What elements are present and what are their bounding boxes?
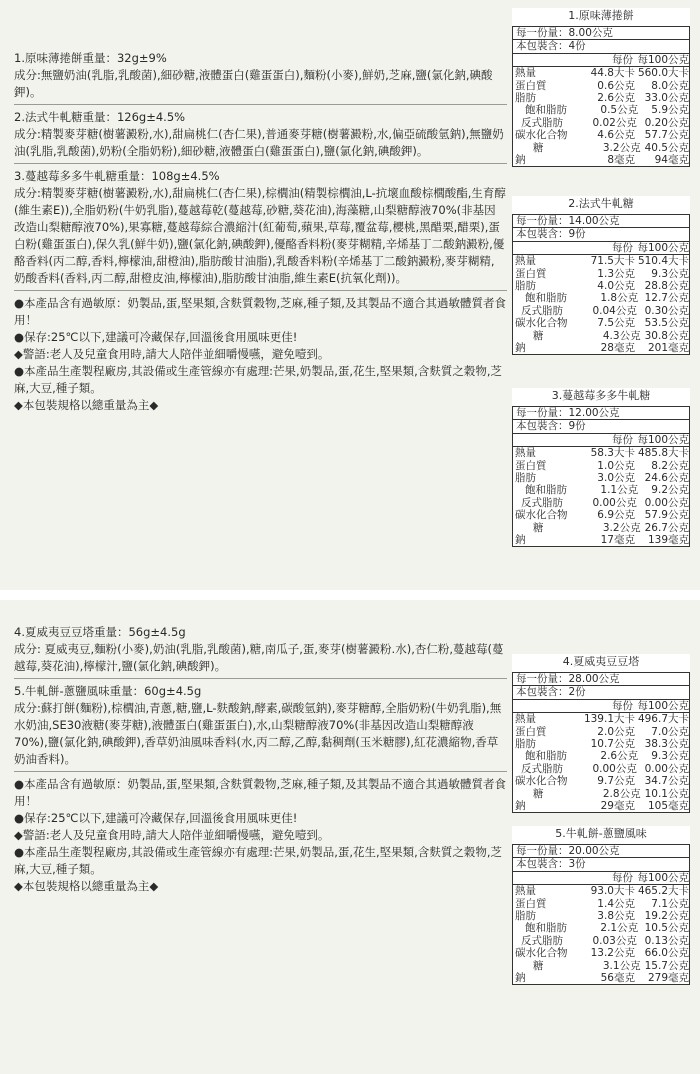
nutrition-table-1 bbox=[512, 8, 690, 167]
per-serving-value: 93.0大卡 bbox=[590, 885, 635, 898]
per-100g-value: 8.2公克 bbox=[651, 459, 689, 472]
per-serving-value: 2.8公克 bbox=[602, 787, 641, 800]
warning-note: ◆警語:老人及兒童食用時,請大人陪伴並細嚼慢嚥，避免噎到。 bbox=[14, 828, 330, 842]
product-4-composition: 成分: 夏威夷豆,麵粉(小麥),奶油(乳脂,乳酸菌),糖,南瓜子,蛋,麥芽(樹薯澱粉.水),杏仁粉,蔓越莓(蔓越莓,葵花油),檸檬汁,鹽(氯化鈉,碘酸鉀)。 bbox=[14, 642, 504, 673]
per-100g-value: 10.1公克 bbox=[644, 787, 689, 800]
per-100g-value: 7.1公克 bbox=[651, 897, 689, 910]
per-100g-value: 26.7公克 bbox=[644, 521, 689, 534]
per-serving-value: 56毫克 bbox=[600, 972, 635, 985]
servings-per-package: 本包裝含：9份 bbox=[513, 420, 689, 433]
per-serving-header: 每份 bbox=[612, 699, 633, 712]
allergen-note: ●本產品含有過敏原：奶製品,蛋,堅果類,含麩質穀物,芝麻,種子類,及其製品不適合其過敏體質者食用！ bbox=[14, 777, 506, 808]
divider bbox=[14, 678, 507, 679]
nutrient-label: 飽和脂肪 bbox=[525, 484, 567, 497]
per-100g-value: 485.8大卡 bbox=[637, 447, 689, 460]
per-100g-value: 0.30公克 bbox=[644, 304, 689, 317]
per-100g-header: 每100公克 bbox=[637, 699, 689, 712]
nutrient-label: 糖 bbox=[533, 329, 544, 342]
nutrition-table-title: 2.法式牛軋糖 bbox=[568, 197, 634, 210]
per-serving-header: 每份 bbox=[612, 53, 633, 66]
nutrient-label: 鈉 bbox=[515, 534, 526, 547]
nutrient-label: 飽和脂肪 bbox=[525, 750, 567, 763]
per-serving-value: 6.9公克 bbox=[597, 509, 635, 522]
nutrient-label: 脂肪 bbox=[515, 280, 536, 293]
per-100g-value: 15.7公克 bbox=[644, 959, 689, 972]
spec-note: ◆本包裝規格以總重量為主◆ bbox=[14, 398, 159, 412]
per-serving-value: 3.2公克 bbox=[602, 141, 641, 154]
nutrient-row-sodium bbox=[513, 154, 689, 166]
nutrient-row-fat bbox=[513, 280, 689, 292]
nutrient-row-carbs bbox=[513, 317, 689, 329]
nutrient-label: 糖 bbox=[533, 787, 544, 800]
per-100g-value: 7.0公克 bbox=[651, 725, 689, 738]
nutrient-label: 脂肪 bbox=[515, 472, 536, 485]
per-100g-header: 每100公克 bbox=[637, 433, 689, 446]
per-serving-value: 58.3大卡 bbox=[590, 447, 635, 460]
nutrient-label: 蛋白質 bbox=[515, 725, 547, 738]
per-100g-value: 9.3公克 bbox=[651, 750, 689, 763]
divider bbox=[14, 290, 507, 291]
nutrient-label: 糖 bbox=[533, 141, 544, 154]
nutrition-table-4 bbox=[512, 654, 690, 813]
per-100g-value: 105毫克 bbox=[647, 800, 689, 813]
product-2-weight: 2.法式牛軋糖重量：126g±4.5% bbox=[14, 110, 186, 124]
nutrition-table-box bbox=[512, 26, 690, 167]
per-serving-value: 1.3公克 bbox=[597, 267, 635, 280]
per-serving-header: 每份 bbox=[612, 871, 633, 884]
per-100g-value: 279毫克 bbox=[647, 972, 689, 985]
per-100g-value: 19.2公克 bbox=[644, 910, 689, 923]
nutrient-row-energy bbox=[513, 447, 689, 459]
nutrient-label: 熱量 bbox=[515, 885, 536, 898]
nutrient-row-carbs bbox=[513, 947, 689, 959]
per-serving-value: 2.6公克 bbox=[600, 750, 639, 763]
nutrient-row-protein bbox=[513, 268, 689, 280]
nutrient-row-trans-fat bbox=[513, 305, 689, 317]
per-100g-value: 201毫克 bbox=[647, 342, 689, 355]
nutrient-label: 碳水化合物 bbox=[515, 317, 568, 330]
nutrient-label: 飽和脂肪 bbox=[525, 922, 567, 935]
per-serving-header: 每份 bbox=[612, 241, 633, 254]
ingredients-section-top bbox=[14, 50, 507, 414]
notes-top bbox=[14, 295, 507, 414]
per-100g-value: 57.9公克 bbox=[644, 509, 689, 522]
per-serving-value: 71.5大卡 bbox=[590, 255, 635, 268]
per-serving-value: 139.1大卡 bbox=[583, 713, 635, 726]
per-serving-value: 3.8公克 bbox=[597, 910, 635, 923]
nutrition-table-5 bbox=[512, 826, 690, 985]
nutrient-row-sat-fat bbox=[513, 750, 689, 762]
product-1-weight: 1.原味薄捲餅重量：32g±9% bbox=[14, 51, 167, 65]
per-serving-value: 4.0公克 bbox=[597, 280, 635, 293]
serving-size: 每一份量：14.00公克 bbox=[513, 215, 689, 228]
nutrition-table-2 bbox=[512, 196, 690, 355]
per-100g-value: 33.0公克 bbox=[644, 92, 689, 105]
nutrient-label: 脂肪 bbox=[515, 92, 536, 105]
storage-note: ●保存:25℃以下,建議可冷藏保存,回溫後食用風味更佳! bbox=[14, 330, 298, 344]
nutrient-row-trans-fat bbox=[513, 935, 689, 947]
per-100g-value: 57.7公克 bbox=[644, 129, 689, 142]
per-serving-value: 3.2公克 bbox=[602, 521, 641, 534]
per-100g-value: 560.0大卡 bbox=[637, 67, 689, 80]
storage-note: ●保存:25℃以下,建議可冷藏保存,回溫後食用風味更佳! bbox=[14, 811, 298, 825]
nutrition-column-header bbox=[513, 54, 689, 67]
nutrition-column-header bbox=[513, 700, 689, 713]
nutrient-row-fat bbox=[513, 472, 689, 484]
servings-per-package: 本包裝含：9份 bbox=[513, 228, 689, 241]
factory-note: ●本產品生產製程廠房,其設備或生產管線亦有處理:芒果,奶製品,蛋,花生,堅果類,含麩質之穀物,芝麻,大豆,種子類。 bbox=[14, 364, 502, 395]
per-100g-value: 510.4大卡 bbox=[637, 255, 689, 268]
serving-size: 每一份量：20.00公克 bbox=[513, 845, 689, 858]
nutrient-label: 反式脂肪 bbox=[521, 304, 563, 317]
nutrient-label: 飽和脂肪 bbox=[525, 104, 567, 117]
nutrient-label: 碳水化合物 bbox=[515, 775, 568, 788]
nutrient-row-energy bbox=[513, 713, 689, 725]
nutrition-column-header bbox=[513, 242, 689, 255]
nutrient-label: 糖 bbox=[533, 521, 544, 534]
product-3-weight: 3.蔓越莓多多牛軋糖重量：108g±4.5% bbox=[14, 169, 220, 183]
product-4-ingredients bbox=[14, 624, 507, 675]
nutrient-label: 反式脂肪 bbox=[521, 762, 563, 775]
per-serving-value: 0.03公克 bbox=[592, 934, 637, 947]
per-100g-value: 0.20公克 bbox=[644, 116, 689, 129]
spec-note: ◆本包裝規格以總重量為主◆ bbox=[14, 879, 159, 893]
per-serving-value: 8毫克 bbox=[607, 154, 635, 167]
divider bbox=[14, 771, 507, 772]
nutrient-row-sat-fat bbox=[513, 484, 689, 496]
per-serving-value: 28毫克 bbox=[600, 342, 635, 355]
product-3-ingredients bbox=[14, 168, 507, 287]
nutrient-row-sodium bbox=[513, 800, 689, 812]
per-100g-value: 10.5公克 bbox=[644, 922, 689, 935]
nutrient-row-trans-fat bbox=[513, 497, 689, 509]
per-100g-header: 每100公克 bbox=[637, 241, 689, 254]
nutrient-row-trans-fat bbox=[513, 763, 689, 775]
nutrient-label: 糖 bbox=[533, 959, 544, 972]
per-100g-value: 38.3公克 bbox=[644, 738, 689, 751]
per-serving-value: 44.8大卡 bbox=[590, 67, 635, 80]
nutrition-table-title: 1.原味薄捲餅 bbox=[568, 9, 634, 22]
nutrition-table-box bbox=[512, 406, 690, 547]
product-5-weight: 5.牛軋餅-蔥鹽風味重量：60g±4.5g bbox=[14, 684, 202, 698]
per-serving-value: 2.6公克 bbox=[597, 92, 635, 105]
per-serving-value: 0.6公克 bbox=[597, 79, 635, 92]
nutrient-label: 鈉 bbox=[515, 972, 526, 985]
nutrient-row-carbs bbox=[513, 509, 689, 521]
nutrition-table-box bbox=[512, 214, 690, 355]
nutrient-label: 鈉 bbox=[515, 154, 526, 167]
per-serving-value: 1.0公克 bbox=[597, 459, 635, 472]
nutrient-row-sat-fat bbox=[513, 292, 689, 304]
nutrition-column-header bbox=[513, 872, 689, 885]
per-100g-value: 30.8公克 bbox=[644, 329, 689, 342]
servings-per-package: 本包裝含：3份 bbox=[513, 858, 689, 871]
nutrition-table-title: 3.蔓越莓多多牛軋糖 bbox=[551, 389, 651, 402]
nutrient-label: 蛋白質 bbox=[515, 897, 547, 910]
per-100g-value: 34.7公克 bbox=[644, 775, 689, 788]
nutrition-table-3 bbox=[512, 388, 690, 547]
nutrient-label: 鈉 bbox=[515, 800, 526, 813]
nutrient-label: 碳水化合物 bbox=[515, 129, 568, 142]
serving-size: 每一份量：12.00公克 bbox=[513, 407, 689, 420]
serving-size: 每一份量：8.00公克 bbox=[513, 27, 689, 40]
per-100g-value: 66.0公克 bbox=[644, 947, 689, 960]
nutrient-label: 熱量 bbox=[515, 447, 536, 460]
warning-note: ◆警語:老人及兒童食用時,請大人陪伴並細嚼慢嚥，避免噎到。 bbox=[14, 347, 330, 361]
servings-per-package: 本包裝含：2份 bbox=[513, 686, 689, 699]
nutrient-row-carbs bbox=[513, 775, 689, 787]
nutrient-row-trans-fat bbox=[513, 117, 689, 129]
nutrient-row-sodium bbox=[513, 972, 689, 984]
per-serving-value: 0.02公克 bbox=[592, 116, 637, 129]
per-100g-value: 9.3公克 bbox=[651, 267, 689, 280]
nutrient-row-carbs bbox=[513, 129, 689, 141]
per-100g-value: 53.5公克 bbox=[644, 317, 689, 330]
nutrient-row-protein bbox=[513, 460, 689, 472]
nutrient-label: 鈉 bbox=[515, 342, 526, 355]
nutrient-label: 脂肪 bbox=[515, 910, 536, 923]
per-100g-value: 9.2公克 bbox=[651, 484, 689, 497]
per-serving-value: 9.7公克 bbox=[597, 775, 635, 788]
per-serving-value: 2.1公克 bbox=[600, 922, 639, 935]
divider bbox=[14, 104, 507, 105]
nutrition-table-title: 4.夏威夷豆豆塔 bbox=[562, 655, 640, 668]
allergen-note: ●本產品含有過敏原：奶製品,蛋,堅果類,含麩質穀物,芝麻,種子類,及其製品不適合其過敏體質者食用！ bbox=[14, 296, 506, 327]
nutrient-label: 碳水化合物 bbox=[515, 947, 568, 960]
nutrient-row-protein bbox=[513, 898, 689, 910]
ingredients-section-bottom bbox=[14, 624, 507, 895]
per-serving-value: 0.04公克 bbox=[592, 304, 637, 317]
nutrient-label: 飽和脂肪 bbox=[525, 292, 567, 305]
nutrient-label: 碳水化合物 bbox=[515, 509, 568, 522]
per-serving-value: 0.5公克 bbox=[600, 104, 639, 117]
per-100g-value: 24.6公克 bbox=[644, 472, 689, 485]
product-2-composition: 成分:精製麥芽糖(樹薯澱粉,水),甜扁桃仁(杏仁果),普通麥芽糖(樹薯澱粉,水,偏亞硫酸氫鈉),無鹽奶油(乳脂,乳酸菌),奶粉(全脂奶粉),細砂糖,液體蛋白(雞蛋蛋白),鹽(氯化鈉,碘酸鉀)。 bbox=[14, 127, 504, 158]
nutrient-row-sugar bbox=[513, 788, 689, 800]
nutrient-row-energy bbox=[513, 255, 689, 267]
per-serving-value: 2.0公克 bbox=[597, 725, 635, 738]
per-serving-value: 7.5公克 bbox=[597, 317, 635, 330]
product-2-ingredients bbox=[14, 109, 507, 160]
nutrient-label: 蛋白質 bbox=[515, 267, 547, 280]
product-3-composition: 成分:精製麥芽糖(樹薯澱粉,水),甜扁桃仁(杏仁果),棕櫚油(精製棕櫚油,L-抗壞血酸棕櫚酸酯,生育醇(維生素E)),全脂奶粉(牛奶乳脂),蔓越莓乾(蔓越莓,砂糖,葵花油),海藻糖,山梨糖醇液70%(非基因改造山梨糖醇液70%),果寡糖,蔓越莓綜合濃縮汁(紅葡萄,蘋果,草莓,覆盆莓,櫻桃,黑醋栗,醋栗),蛋白粉(雞蛋蛋白),保久乳(鮮牛奶),鹽(氯化鈉,碘酸鉀),優酪香料粉(麥芽糊精,辛烯基丁二酸鈉澱粉,優酪香料(丙二醇,香料,檸檬油,甜橙油),脂肪酸甘油脂),乳酸香料粉(辛烯基丁二酸鈉澱粉,麥芽糊精, 奶酸香料(香料,丙二醇,甜橙皮油,檸檬油),脂肪酸甘油脂,維生素E(抗氧化劑))。 bbox=[14, 186, 506, 285]
per-serving-value: 3.1公克 bbox=[602, 959, 641, 972]
per-100g-value: 0.13公克 bbox=[644, 934, 689, 947]
nutrition-table-title: 5.牛軋餅-蔥鹽風味 bbox=[555, 827, 647, 840]
per-100g-value: 0.00公克 bbox=[644, 496, 689, 509]
nutrition-table-box bbox=[512, 844, 690, 985]
nutrient-row-fat bbox=[513, 738, 689, 750]
nutrient-row-sugar bbox=[513, 960, 689, 972]
nutrient-row-sat-fat bbox=[513, 922, 689, 934]
nutrient-row-protein bbox=[513, 726, 689, 738]
per-serving-value: 4.6公克 bbox=[597, 129, 635, 142]
nutrient-row-sodium bbox=[513, 342, 689, 354]
nutrient-row-fat bbox=[513, 92, 689, 104]
per-serving-value: 1.4公克 bbox=[597, 897, 635, 910]
per-serving-value: 0.00公克 bbox=[592, 496, 637, 509]
per-serving-value: 0.00公克 bbox=[592, 762, 637, 775]
notes-bottom bbox=[14, 776, 507, 895]
nutrient-row-sodium bbox=[513, 534, 689, 546]
panel-gap bbox=[0, 590, 700, 600]
per-serving-value: 3.0公克 bbox=[597, 472, 635, 485]
per-100g-value: 40.5公克 bbox=[644, 141, 689, 154]
per-100g-value: 94毫克 bbox=[654, 154, 689, 167]
per-100g-value: 0.00公克 bbox=[644, 762, 689, 775]
nutrient-row-sat-fat bbox=[513, 104, 689, 116]
nutrient-row-protein bbox=[513, 80, 689, 92]
factory-note: ●本產品生產製程廠房,其設備或生產管線亦有處理:芒果,奶製品,蛋,花生,堅果類,含麩質之穀物,芝麻,大豆,種子類。 bbox=[14, 845, 502, 876]
nutrient-row-energy bbox=[513, 67, 689, 79]
nutrient-label: 熱量 bbox=[515, 67, 536, 80]
nutrient-row-sugar bbox=[513, 330, 689, 342]
servings-per-package: 本包裝含：4份 bbox=[513, 40, 689, 53]
divider bbox=[14, 163, 507, 164]
nutrient-label: 反式脂肪 bbox=[521, 934, 563, 947]
per-100g-value: 139毫克 bbox=[647, 534, 689, 547]
per-serving-value: 29毫克 bbox=[600, 800, 635, 813]
nutrient-row-sugar bbox=[513, 142, 689, 154]
per-serving-value: 17毫克 bbox=[600, 534, 635, 547]
nutrient-label: 脂肪 bbox=[515, 738, 536, 751]
nutrient-row-fat bbox=[513, 910, 689, 922]
per-serving-value: 1.8公克 bbox=[600, 292, 639, 305]
nutrient-label: 蛋白質 bbox=[515, 79, 547, 92]
per-100g-header: 每100公克 bbox=[637, 53, 689, 66]
per-100g-value: 5.9公克 bbox=[651, 104, 689, 117]
nutrient-label: 熱量 bbox=[515, 255, 536, 268]
nutrition-column-header bbox=[513, 434, 689, 447]
per-100g-value: 496.7大卡 bbox=[637, 713, 689, 726]
serving-size: 每一份量：28.00公克 bbox=[513, 673, 689, 686]
nutrient-label: 反式脂肪 bbox=[521, 496, 563, 509]
nutrient-row-sugar bbox=[513, 522, 689, 534]
product-4-weight: 4.夏威夷豆豆塔重量：56g±4.5g bbox=[14, 625, 186, 639]
per-100g-header: 每100公克 bbox=[637, 871, 689, 884]
per-100g-value: 8.0公克 bbox=[651, 79, 689, 92]
bottom-label-panel bbox=[0, 600, 700, 1074]
product-5-ingredients bbox=[14, 683, 507, 768]
per-serving-value: 4.3公克 bbox=[602, 329, 641, 342]
per-serving-value: 13.2公克 bbox=[590, 947, 635, 960]
nutrient-row-energy bbox=[513, 885, 689, 897]
product-1-ingredients bbox=[14, 50, 507, 101]
product-5-composition: 成分:蘇打餅(麵粉),棕櫚油,青蔥,糖,鹽,L-麩酸鈉,酵素,碳酸氫鈉),麥芽糖醇,全脂奶粉(牛奶乳脂),無水奶油,SE30液糖(麥芽糖),液體蛋白(雞蛋蛋白),水,山梨糖醇液70%(非基因改造山梨糖醇液70%),鹽(氯化鈉,碘酸鉀),香草奶油風味香料(水,丙二醇,乙醇,黏稠劑(玉米糖膠),紅花濃縮物,香草奶油香料)。 bbox=[14, 701, 502, 766]
per-serving-value: 1.1公克 bbox=[600, 484, 639, 497]
per-100g-value: 28.8公克 bbox=[644, 280, 689, 293]
nutrition-table-box bbox=[512, 672, 690, 813]
product-1-composition: 成分:無鹽奶油(乳脂,乳酸菌),細砂糖,液體蛋白(雞蛋蛋白),麵粉(小麥),鮮奶,芝麻,鹽(氯化鈉,碘酸鉀)。 bbox=[14, 68, 493, 99]
per-100g-value: 12.7公克 bbox=[644, 292, 689, 305]
nutrient-label: 蛋白質 bbox=[515, 459, 547, 472]
nutrient-label: 熱量 bbox=[515, 713, 536, 726]
per-serving-value: 10.7公克 bbox=[590, 738, 635, 751]
per-100g-value: 465.2大卡 bbox=[637, 885, 689, 898]
per-serving-header: 每份 bbox=[612, 433, 633, 446]
nutrient-label: 反式脂肪 bbox=[521, 116, 563, 129]
